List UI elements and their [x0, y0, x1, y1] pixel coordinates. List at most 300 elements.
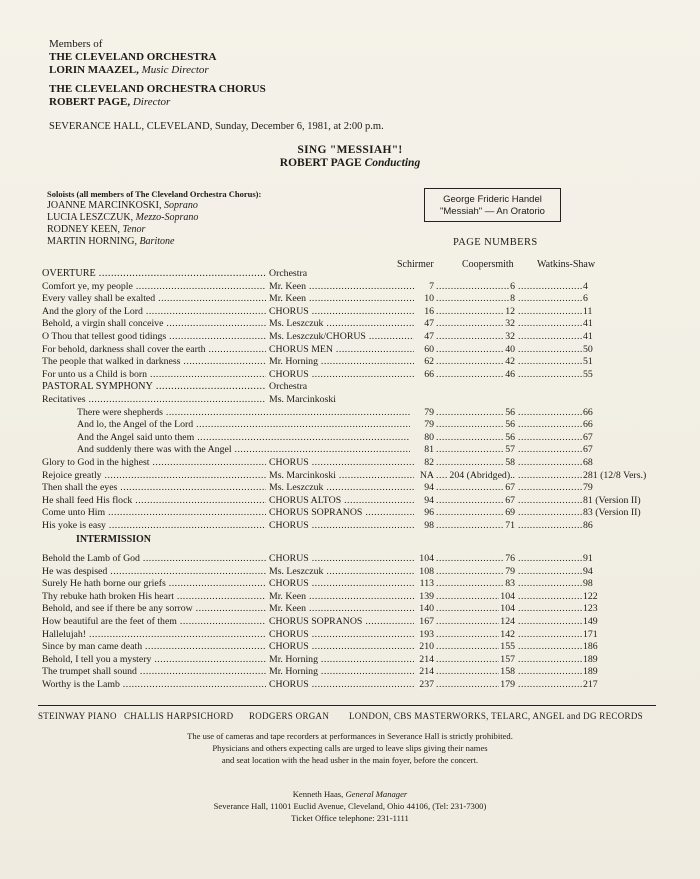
movement-title: Comfort ye, my people .....	[42, 281, 266, 293]
page-number-text: 179	[500, 679, 515, 690]
performer: CHORUS .....	[269, 641, 414, 653]
leader-dots	[518, 495, 582, 507]
movement-title: O Thou that tellest good tidings .....	[42, 331, 266, 343]
page-schirmer	[400, 432, 434, 444]
movement-title: Rejoice greatly .....	[42, 470, 266, 482]
col-header-watkins-shaw: Watkins-Shaw	[537, 259, 596, 270]
soloist-name: LUCIA LESZCZUK,	[47, 212, 134, 223]
management-block	[0, 788, 700, 824]
movement-row	[0, 666, 700, 678]
movement-title: PASTORAL SYMPHONY .....	[42, 381, 266, 393]
performer: Orchestra	[269, 268, 308, 279]
music-director-role: Music Director	[141, 64, 209, 76]
composer: George Frideric Handel	[443, 194, 542, 205]
movement-title: Hallelujah! .....	[42, 629, 266, 641]
soloist-voice: Baritone	[139, 236, 175, 247]
page-number-text: 79	[424, 406, 434, 418]
movement-title: For behold, darkness shall cover the earth .....	[42, 344, 266, 356]
page-number-text: 167	[419, 616, 434, 627]
movement-row	[0, 553, 700, 565]
page-number-text: 96	[424, 507, 434, 519]
leader-dots	[518, 603, 582, 615]
page-coopersmith	[440, 331, 515, 343]
page-coopersmith	[440, 629, 515, 641]
soloist-name: MARTIN HORNING,	[47, 236, 137, 247]
movement-title: Every valley shall be exalted .....	[42, 293, 266, 305]
page-watkins-shaw: 41	[583, 331, 593, 342]
page-number-text: 69	[505, 507, 515, 519]
page-watkins-shaw: 4	[583, 280, 588, 292]
page-number-text: 214	[419, 653, 434, 665]
page-number-text: 57	[505, 444, 515, 456]
movement-row	[0, 629, 700, 641]
conducting-label: Conducting	[364, 157, 421, 169]
leader-dots	[518, 679, 582, 691]
movement-row	[0, 641, 700, 653]
page-schirmer	[400, 591, 434, 603]
page-number-text: 79	[505, 565, 515, 577]
page-number-text: 140	[419, 603, 434, 615]
leader-dots	[518, 306, 582, 318]
page-watkins-shaw: 123	[583, 603, 598, 615]
movement-row	[0, 507, 700, 519]
page-watkins-shaw: 11	[583, 305, 593, 317]
performer: CHORUS .....	[269, 369, 414, 381]
movement-title: Recitatives .....	[42, 394, 266, 406]
soloist	[47, 212, 261, 224]
divider-rule	[38, 705, 656, 706]
leader-dots	[518, 356, 582, 368]
music-director-name: LORIN MAAZEL,	[49, 64, 139, 76]
performer: CHORUS .....	[269, 520, 414, 532]
page-watkins-shaw: 55	[583, 368, 593, 380]
performer: Mr. Keen .....	[269, 281, 414, 293]
performer: CHORUS .....	[269, 306, 414, 318]
piano-credit: STEINWAY PIANO	[38, 711, 117, 721]
page-number-text: 79	[424, 419, 434, 431]
movement-row	[0, 306, 700, 318]
page-schirmer	[400, 281, 434, 293]
page-number-text: 32	[505, 318, 515, 330]
page-coopersmith	[440, 344, 515, 356]
leader-dots	[518, 578, 582, 590]
page-schirmer	[400, 331, 434, 343]
performer: Ms. Marcinkoski .....	[269, 470, 414, 482]
chorus-director-role: Director	[132, 96, 171, 108]
notices	[0, 730, 700, 766]
page-coopersmith	[440, 641, 515, 653]
page-schirmer	[400, 495, 434, 507]
page-schirmer	[400, 444, 434, 456]
movement-title: His yoke is easy .....	[42, 520, 266, 532]
page-coopersmith	[440, 318, 515, 330]
movement-title: And lo, the Angel of the Lord .....	[77, 419, 410, 431]
page-coopersmith	[440, 470, 515, 482]
soloist	[47, 224, 261, 236]
movement-row	[0, 591, 700, 603]
page-number-text: 94	[424, 494, 434, 506]
leader-dots	[518, 444, 582, 456]
soloists-block	[47, 188, 261, 248]
movement-row	[0, 419, 700, 431]
movement-row	[0, 331, 700, 343]
page-number-text: 10	[424, 293, 434, 305]
page-coopersmith	[440, 654, 515, 666]
performer: Ms. Marcinkoski	[269, 394, 336, 405]
leader-dots	[518, 369, 582, 381]
movement-title: Glory to God in the highest .....	[42, 457, 266, 469]
page-coopersmith	[440, 495, 515, 507]
performer: Mr. Horning .....	[269, 356, 414, 368]
movement-row	[0, 495, 700, 507]
page-number-text: 81	[424, 444, 434, 456]
page-watkins-shaw: 189	[583, 666, 598, 678]
movement-title: And the Angel said unto them .....	[77, 432, 410, 444]
page-number-text: 214	[419, 666, 434, 678]
page-number-text: 12	[505, 305, 515, 317]
movement-row	[0, 432, 700, 444]
page-coopersmith	[440, 457, 515, 469]
soloist-name: JOANNE MARCINKOSKI,	[47, 200, 162, 211]
harpsichord-credit: CHALLIS HARPSICHORD	[124, 711, 234, 721]
hall-address: Severance Hall, 11001 Euclid Avenue, Cleveland, Ohio 44106, (Tel: 231-7300)	[213, 801, 487, 811]
page-coopersmith	[440, 603, 515, 615]
movement-title: And suddenly there was with the Angel .....	[77, 444, 410, 456]
movement-row	[0, 268, 700, 280]
page-numbers-title: PAGE NUMBERS	[453, 237, 538, 248]
movement-title: The people that walked in darkness .....	[42, 356, 266, 368]
leader-dots	[518, 654, 582, 666]
page-number-text: 71	[505, 520, 515, 531]
movement-row	[0, 520, 700, 532]
performer: Ms. Leszczuk/CHORUS .....	[269, 331, 414, 343]
page-number-text: 104	[419, 553, 434, 564]
movement-title: Worthy is the Lamb .....	[42, 679, 266, 691]
performer: CHORUS MEN .....	[269, 344, 414, 356]
movement-row	[0, 356, 700, 368]
page-watkins-shaw: 67	[583, 444, 593, 456]
page-schirmer	[400, 507, 434, 519]
movement-title: Behold the Lamb of God .....	[42, 553, 266, 565]
leader-dots	[518, 318, 582, 330]
movement-row	[0, 407, 700, 419]
soloist-name: RODNEY KEEN,	[47, 224, 120, 235]
conductor-name: ROBERT PAGE	[279, 157, 362, 169]
organ-credit: RODGERS ORGAN	[249, 711, 330, 721]
page-watkins-shaw: 79	[583, 482, 593, 494]
leader-dots	[518, 407, 582, 419]
soloist-voice: Tenor	[122, 224, 146, 235]
page-number-text: 82	[424, 457, 434, 468]
page-watkins-shaw: 98	[583, 578, 593, 590]
leader-dots	[518, 641, 582, 653]
leader-dots	[518, 629, 582, 641]
page-number-text: 108	[419, 565, 434, 577]
page-number-text: 66	[424, 368, 434, 380]
performer: Mr. Keen .....	[269, 603, 414, 615]
movement-row	[0, 457, 700, 469]
page-coopersmith	[440, 444, 515, 456]
page-number-text: 58	[505, 457, 515, 468]
page-number-text: NA	[419, 469, 434, 481]
page-coopersmith	[440, 432, 515, 444]
movement-row	[0, 318, 700, 330]
performer: CHORUS .....	[269, 553, 414, 565]
records-credit: LONDON, CBS MASTERWORKS, TELARC, ANGEL and DG RECORDS	[349, 711, 643, 721]
page-coopersmith	[440, 356, 515, 368]
performer: Mr. Keen .....	[269, 591, 414, 603]
page-number-text: 46	[505, 368, 515, 380]
movement-title: There were shepherds .....	[77, 407, 410, 419]
page-coopersmith	[440, 578, 515, 590]
notice-line: Physicians and others expecting calls are urged to leave slips giving their names	[212, 743, 488, 753]
leader-dots	[518, 520, 582, 532]
soloists-intro: Soloists (all members of The Cleveland Orchestra Chorus):	[47, 189, 262, 199]
page-coopersmith	[440, 293, 515, 305]
page-watkins-shaw: 83 (Version II)	[583, 507, 641, 519]
performer: CHORUS .....	[269, 457, 414, 469]
concert-title: SING "MESSIAH"!	[297, 144, 403, 156]
page-schirmer	[400, 407, 434, 419]
header-block	[49, 38, 384, 133]
notice-line: The use of cameras and tape recorders at performances in Severance Hall is strictly prohibited.	[187, 731, 513, 741]
page-schirmer	[400, 566, 434, 578]
movement-title: Behold, a virgin shall conceive .....	[42, 318, 266, 330]
manager-name: Kenneth Haas,	[292, 789, 344, 799]
col-header-coopersmith: Coopersmith	[462, 259, 514, 270]
page-coopersmith	[440, 553, 515, 565]
page-watkins-shaw: 91	[583, 553, 593, 564]
page-watkins-shaw: 51	[583, 356, 593, 368]
page-number-text: 98	[424, 520, 434, 531]
movement-title: Surely He hath borne our griefs .....	[42, 578, 266, 590]
page-watkins-shaw: 122	[583, 590, 598, 602]
page-watkins-shaw: 171	[583, 628, 598, 640]
conductor-line	[0, 157, 700, 169]
page-number-text: 8	[510, 293, 515, 305]
page-number-text: 16	[424, 305, 434, 317]
performer: CHORUS SOPRANOS .....	[269, 507, 414, 519]
page-watkins-shaw: 189	[583, 653, 598, 665]
page-watkins-shaw: 67	[583, 431, 593, 443]
work-title: "Messiah" — An Oratorio	[440, 206, 545, 217]
performer: Ms. Leszczuk .....	[269, 482, 414, 494]
page-watkins-shaw: 81 (Version II)	[583, 494, 641, 506]
page-schirmer	[400, 616, 434, 628]
orchestra-name: THE CLEVELAND ORCHESTRA	[49, 51, 217, 63]
performer: Orchestra	[269, 381, 308, 393]
page-schirmer	[400, 318, 434, 330]
movement-row	[0, 654, 700, 666]
page-schirmer	[400, 603, 434, 615]
page-coopersmith	[440, 679, 515, 691]
page-watkins-shaw: 66	[583, 419, 593, 431]
movement-row	[0, 566, 700, 578]
performer: CHORUS SOPRANOS .....	[269, 616, 414, 628]
leader-dots	[518, 470, 582, 482]
movement-title: He was despised .....	[42, 566, 266, 578]
movement-row	[0, 381, 700, 393]
leader-dots	[518, 507, 582, 519]
performer: Ms. Leszczuk .....	[269, 318, 414, 330]
leader-dots	[518, 553, 582, 565]
page-number-text: 76	[505, 553, 515, 564]
movement-title: Behold, I tell you a mystery .....	[42, 654, 266, 666]
page-schirmer	[400, 520, 434, 532]
page-number-text: 210	[419, 641, 434, 653]
page-number-text: 237	[419, 679, 434, 690]
leader-dots	[518, 457, 582, 469]
page-number-text: 157	[500, 653, 515, 665]
chorus-director-name: ROBERT PAGE,	[49, 96, 131, 108]
movement-row	[0, 293, 700, 305]
movement-title: Behold, and see if there be any sorrow .....	[42, 603, 266, 615]
performer: CHORUS ALTOS .....	[269, 495, 414, 507]
page-coopersmith	[440, 419, 515, 431]
page-watkins-shaw: 94	[583, 565, 593, 577]
movement-row	[0, 578, 700, 590]
movement-row	[0, 344, 700, 356]
soloist	[47, 200, 261, 212]
leader-dots	[518, 482, 582, 494]
work-title-box	[424, 188, 561, 222]
page-number-text: 42	[505, 356, 515, 368]
page-number-text: 47	[424, 331, 434, 342]
page-number-text: 62	[424, 356, 434, 368]
venue-line: SEVERANCE HALL, CLEVELAND, Sunday, December 6, 1981, at 2:00 p.m.	[49, 121, 384, 132]
leader-dots	[518, 432, 582, 444]
page-coopersmith	[440, 666, 515, 678]
page-coopersmith	[440, 407, 515, 419]
page-watkins-shaw: 217	[583, 679, 598, 690]
page-schirmer	[400, 306, 434, 318]
page-watkins-shaw: 6	[583, 293, 588, 305]
leader-dots	[518, 666, 582, 678]
movement-row	[0, 603, 700, 615]
page-schirmer	[400, 470, 434, 482]
page-coopersmith	[440, 281, 515, 293]
leader-dots	[518, 616, 582, 628]
movement-row	[0, 281, 700, 293]
ticket-phone: Ticket Office telephone: 231-1111	[291, 813, 409, 823]
performer: Mr. Horning .....	[269, 654, 414, 666]
page-schirmer	[400, 419, 434, 431]
page-number-text: 83	[505, 578, 515, 590]
chorus-name: THE CLEVELAND ORCHESTRA CHORUS	[49, 83, 266, 95]
page-schirmer	[400, 654, 434, 666]
page-number-text: 155	[500, 641, 515, 653]
page-schirmer	[400, 679, 434, 691]
page-number-text: 56	[505, 419, 515, 431]
page-number-text: 142	[500, 628, 515, 640]
page-schirmer	[400, 293, 434, 305]
page-schirmer	[400, 553, 434, 565]
page-schirmer	[400, 369, 434, 381]
page-schirmer	[400, 356, 434, 368]
page-number-text: 40	[505, 343, 515, 355]
movement-row	[0, 394, 700, 406]
page-number-text: 60	[424, 343, 434, 355]
page-number-text: 193	[419, 628, 434, 640]
members-of: Members of	[49, 38, 103, 50]
page-schirmer	[400, 457, 434, 469]
movement-row	[0, 616, 700, 628]
page-watkins-shaw: 281 (12/8 Vers.)	[583, 469, 647, 481]
col-header-schirmer: Schirmer	[397, 259, 434, 270]
page-coopersmith	[440, 616, 515, 628]
page-watkins-shaw: 66	[583, 406, 593, 418]
movement-row	[0, 482, 700, 494]
page-number-text: 56	[505, 431, 515, 443]
page-number-text: 67	[505, 494, 515, 506]
page-coopersmith	[440, 507, 515, 519]
movement-row	[0, 444, 700, 456]
performer: CHORUS .....	[269, 679, 414, 691]
page-schirmer	[400, 641, 434, 653]
movement-title: How beautiful are the feet of them .....	[42, 616, 266, 628]
page-coopersmith	[440, 566, 515, 578]
page-number-text: 158	[500, 666, 515, 678]
page-number-text: 204 (Abridged)..	[449, 469, 515, 481]
movement-title: For unto us a Child is born .....	[42, 369, 266, 381]
soloist	[47, 236, 261, 248]
movement-title: He shall feed His flock .....	[42, 495, 266, 507]
page-number-text: 32	[505, 331, 515, 342]
intermission-heading: INTERMISSION	[76, 534, 152, 545]
movement-title: Since by man came death .....	[42, 641, 266, 653]
page-number-text: 67	[505, 482, 515, 494]
movement-title: And the glory of the Lord .....	[42, 306, 266, 318]
performer: Mr. Horning .....	[269, 666, 414, 678]
page-coopersmith	[440, 520, 515, 532]
leader-dots	[518, 331, 582, 343]
page-watkins-shaw: 186	[583, 641, 598, 653]
page-number-text: 47	[424, 318, 434, 330]
movement-title: Come unto Him .....	[42, 507, 266, 519]
page-number-text: 139	[419, 590, 434, 602]
page-number-text: 104	[500, 590, 515, 602]
leader-dots	[518, 591, 582, 603]
page-watkins-shaw: 86	[583, 520, 593, 531]
page-schirmer	[400, 666, 434, 678]
movement-row	[0, 369, 700, 381]
page-number-text: 113	[419, 578, 434, 590]
page-watkins-shaw: 149	[583, 616, 598, 627]
movement-title: The trumpet shall sound .....	[42, 666, 266, 678]
page-coopersmith	[440, 306, 515, 318]
movement-row	[0, 470, 700, 482]
page-schirmer	[400, 344, 434, 356]
page-schirmer	[400, 578, 434, 590]
soloist-voice: Soprano	[163, 200, 198, 211]
soloist-voice: Mezzo-Soprano	[135, 212, 199, 223]
performer: CHORUS .....	[269, 578, 414, 590]
page-coopersmith	[440, 591, 515, 603]
page-schirmer	[400, 482, 434, 494]
leader-dots	[518, 566, 582, 578]
page-number-text: 124	[500, 616, 515, 627]
page-number-text: 7	[429, 280, 434, 292]
page-number-text: 94	[424, 482, 434, 494]
performer: Mr. Keen .....	[269, 293, 414, 305]
page-coopersmith	[440, 482, 515, 494]
movement-title: Then shall the eyes .....	[42, 482, 266, 494]
leader-dots	[518, 293, 582, 305]
manager-role: General Manager	[345, 789, 408, 799]
page-number-text: 104	[500, 603, 515, 615]
leader-dots	[518, 419, 582, 431]
page-number-text: 56	[505, 406, 515, 418]
